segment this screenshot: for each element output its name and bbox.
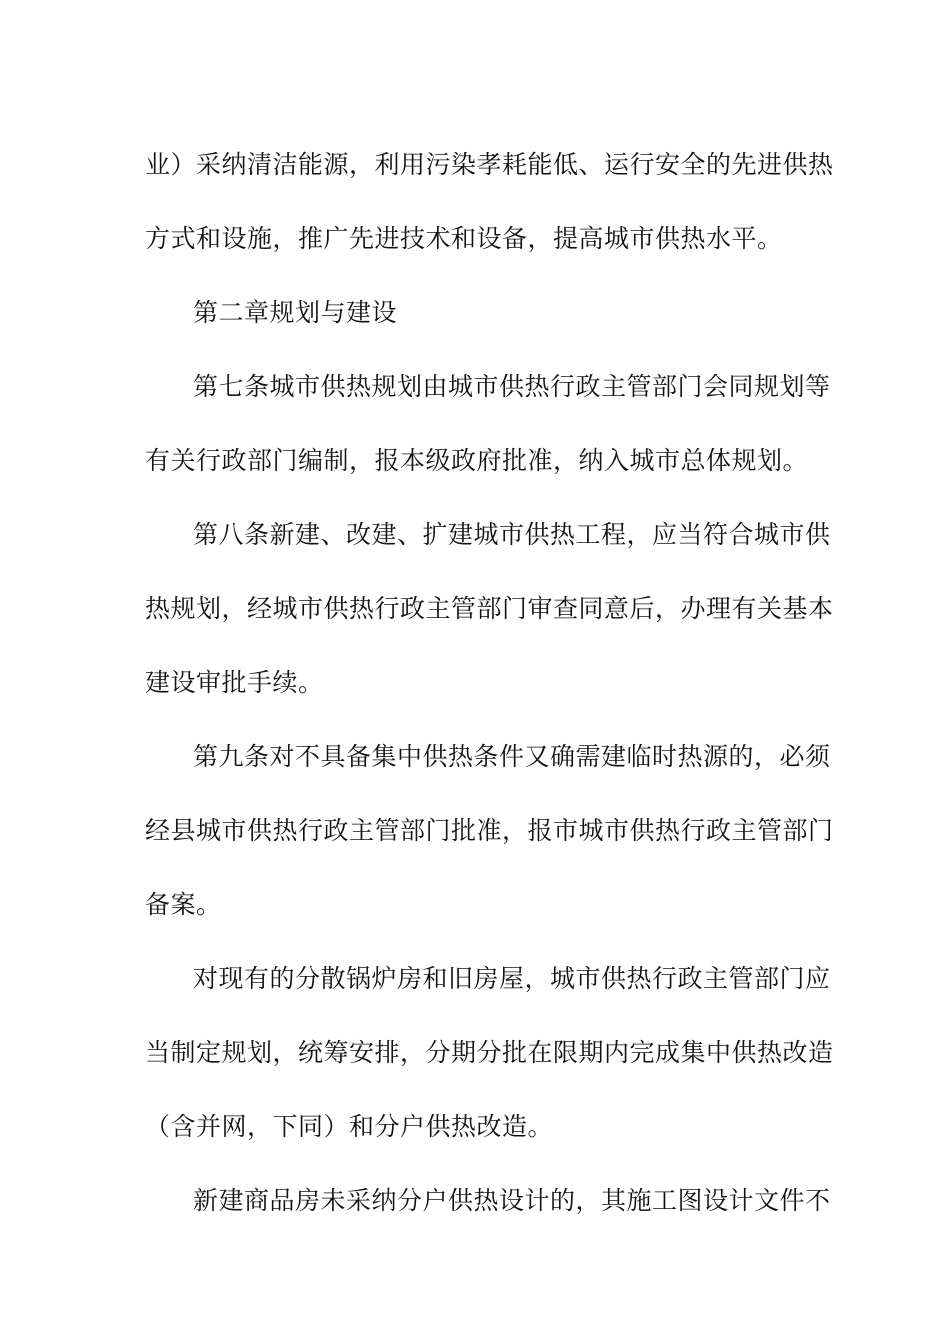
text-line: 当制定规划，统筹安排，分期分批在限期内完成集中供热改造 xyxy=(145,1038,834,1067)
chapter-heading: 第二章规划与建设 xyxy=(193,298,398,327)
text-line: 有关行政部门编制，报本级政府批准，纳入城市总体规划。 xyxy=(145,446,809,475)
article-9-line: 第九条对不具备集中供热条件又确需建临时热源的，必须 xyxy=(193,742,831,771)
paragraph-line: 对现有的分散锅炉房和旧房屋，城市供热行政主管部门应 xyxy=(193,964,831,993)
text-line: 方式和设施，推广先进技术和设备，提高城市供热水平。 xyxy=(145,224,783,253)
paragraph-line: 新建商品房未采纳分户供热设计的，其施工图设计文件不 xyxy=(193,1186,831,1215)
text-line: 备案。 xyxy=(145,890,222,919)
document-body xyxy=(145,128,834,1238)
text-line: （含并网，下同）和分户供热改造。 xyxy=(145,1112,554,1141)
article-8-line: 第八条新建、改建、扩建城市供热工程，应当符合城市供 xyxy=(193,520,831,549)
text-line: 建设审批手续。 xyxy=(145,668,324,697)
text-line: 业）采纳清洁能源，利用污染孝耗能低、运行安全的先进供热 xyxy=(145,150,834,179)
text-line: 热规划，经城市供热行政主管部门审查同意后，办理有关基本 xyxy=(145,594,834,623)
text-line: 经县城市供热行政主管部门批准，报市城市供热行政主管部门 xyxy=(145,816,834,845)
article-7-line: 第七条城市供热规划由城市供热行政主管部门会同规划等 xyxy=(193,372,831,401)
